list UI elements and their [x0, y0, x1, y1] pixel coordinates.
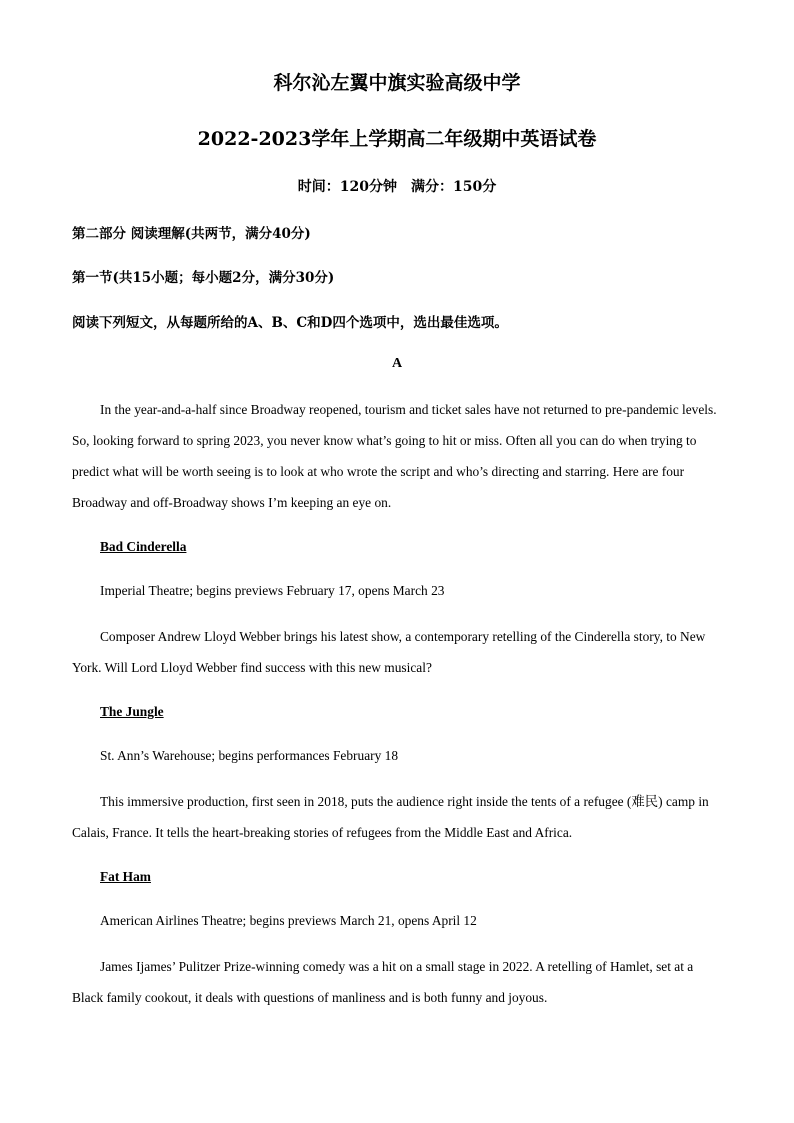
part-heading: 第二部分 阅读理解(共两节，满分40分)	[72, 226, 311, 242]
show-venue: St. Ann’s Warehouse; begins performances February 18	[100, 748, 399, 763]
section-heading: 第一节(共15小题；每小题2分，满分30分)	[72, 270, 335, 286]
passage-letter: A	[391, 356, 403, 371]
time-score-info: 时间：120分钟 满分：150分	[297, 179, 497, 195]
show-description: Composer Andrew Lloyd Webber brings his latest show, a contemporary retelling of the Cinderella story, to New York. Will Lord Lloyd Webber find success with this new musical?	[72, 629, 706, 675]
show-title: The Jungle	[100, 704, 164, 719]
show-title: Fat Ham	[100, 869, 151, 884]
passage-intro: In the year-and-a-half since Broadway reopened, tourism and ticket sales have not returned to pre-pandemic levels. So, looking forward to spring 2023, you never know what’s going to hit or miss. Often all you can do when trying to predict what will be worth seeing is to look at who wrote the script and who’s directing and starring. Here are four Broadway and off-Broadway shows I’m keeping an eye on.	[72, 402, 717, 510]
instruction-text: 阅读下列短文，从每题所给的A、B、C和D四个选项中，选出最佳选项。	[72, 315, 508, 331]
show-title: Bad Cinderella	[100, 539, 187, 554]
show-description: This immersive production, first seen in 2018, puts the audience right inside the tents of a refugee (难民) camp in Calais, France. It tells the heart-breaking stories of refugees from the Middle East and Africa.	[72, 794, 709, 840]
school-name: 科尔沁左翼中旗实验高级中学	[273, 72, 521, 94]
show-venue: American Airlines Theatre; begins previews March 21, opens April 12	[100, 913, 477, 928]
show-venue: Imperial Theatre; begins previews February 17, opens March 23	[100, 583, 445, 598]
show-description: James Ijames’ Pulitzer Prize-winning comedy was a hit on a small stage in 2022. A retelling of Hamlet, set at a Black family cookout, it deals with questions of manliness and is both funny and joyous.	[72, 959, 694, 1005]
exam-title: 2022-2023学年上学期高二年级期中英语试卷	[197, 128, 597, 150]
